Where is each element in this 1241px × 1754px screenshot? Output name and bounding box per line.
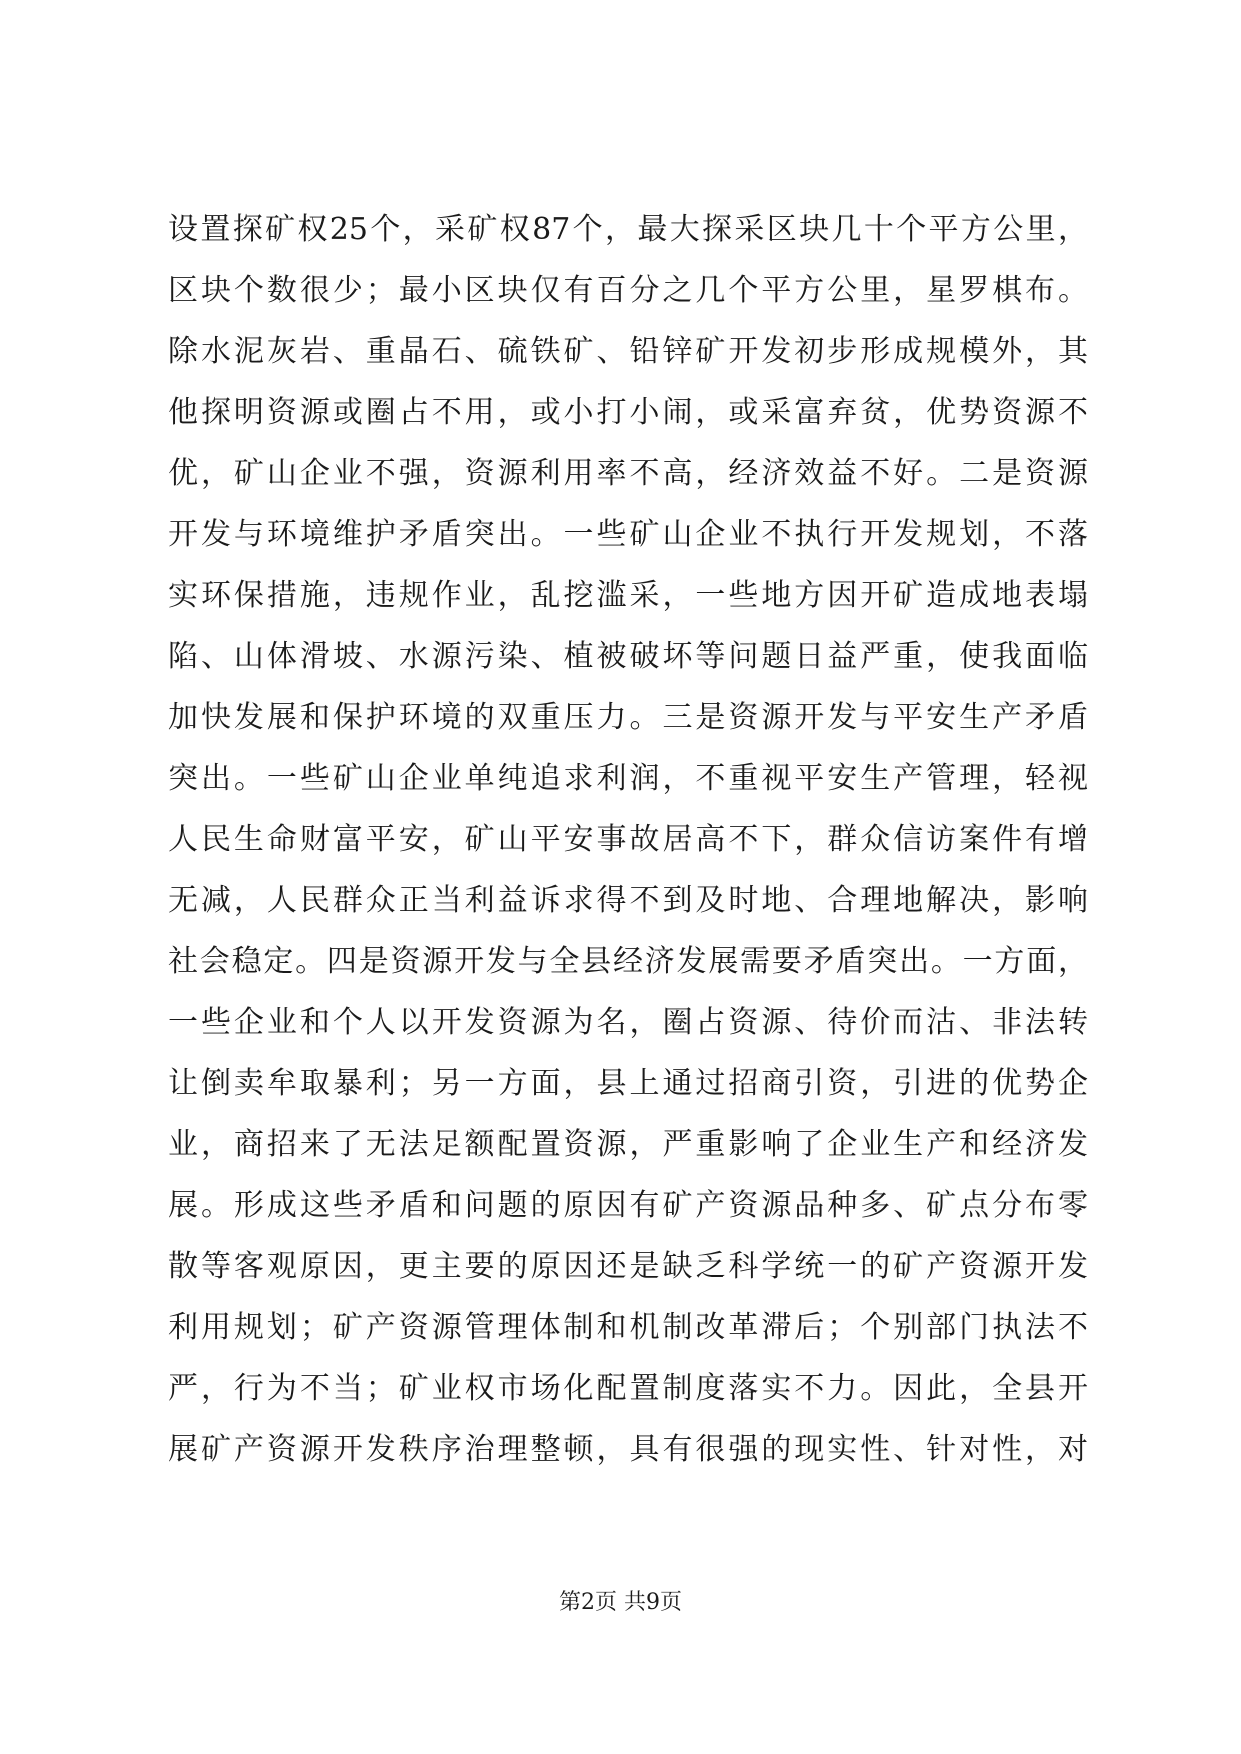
text-line: 除水泥灰岩、重晶石、硫铁矿、铅锌矿开发初步形成规模外，其 bbox=[168, 334, 1088, 369]
text-line: 利用规划；矿产资源管理体制和机制改革滞后；个别部门执法不 bbox=[168, 1310, 1088, 1345]
text-line: 加快发展和保护环境的双重压力。三是资源开发与平安生产矛盾 bbox=[168, 700, 1088, 735]
text-line: 社会稳定。四是资源开发与全县经济发展需要矛盾突出。一方面， bbox=[168, 944, 1088, 979]
text-line: 陷、山体滑坡、水源污染、植被破坏等问题日益严重，使我面临 bbox=[168, 639, 1088, 674]
page-footer: 第2页 共9页 bbox=[559, 1590, 682, 1615]
text-line: 无减，人民群众正当利益诉求得不到及时地、合理地解决，影响 bbox=[168, 883, 1088, 918]
text-line: 业，商招来了无法足额配置资源，严重影响了企业生产和经济发 bbox=[168, 1127, 1088, 1162]
text-line: 开发与环境维护矛盾突出。一些矿山企业不执行开发规划，不落 bbox=[168, 517, 1088, 552]
text-line: 突出。一些矿山企业单纯追求利润，不重视平安生产管理，轻视 bbox=[168, 761, 1088, 796]
text-line: 设置探矿权25个，采矿权87个，最大探采区块几十个平方公里， bbox=[168, 212, 1088, 247]
text-line: 区块个数很少；最小区块仅有百分之几个平方公里，星罗棋布。 bbox=[168, 273, 1088, 308]
text-line: 优，矿山企业不强，资源利用率不高，经济效益不好。二是资源 bbox=[168, 456, 1088, 491]
text-line: 严，行为不当；矿业权市场化配置制度落实不力。因此，全县开 bbox=[168, 1371, 1088, 1406]
text-line: 展。形成这些矛盾和问题的原因有矿产资源品种多、矿点分布零 bbox=[168, 1188, 1088, 1223]
text-line: 他探明资源或圈占不用，或小打小闹，或采富弃贫，优势资源不 bbox=[168, 395, 1088, 430]
text-line: 展矿产资源开发秩序治理整顿，具有很强的现实性、针对性，对 bbox=[168, 1432, 1088, 1467]
text-line: 实环保措施，违规作业，乱挖滥采，一些地方因开矿造成地表塌 bbox=[168, 578, 1088, 613]
text-line: 让倒卖牟取暴利；另一方面，县上通过招商引资，引进的优势企 bbox=[168, 1066, 1088, 1101]
body-text bbox=[168, 199, 1088, 1480]
text-line: 人民生命财富平安，矿山平安事故居高不下，群众信访案件有增 bbox=[168, 822, 1088, 857]
text-line: 一些企业和个人以开发资源为名，圈占资源、待价而沽、非法转 bbox=[168, 1005, 1088, 1040]
text-line: 散等客观原因，更主要的原因还是缺乏科学统一的矿产资源开发 bbox=[168, 1249, 1088, 1284]
